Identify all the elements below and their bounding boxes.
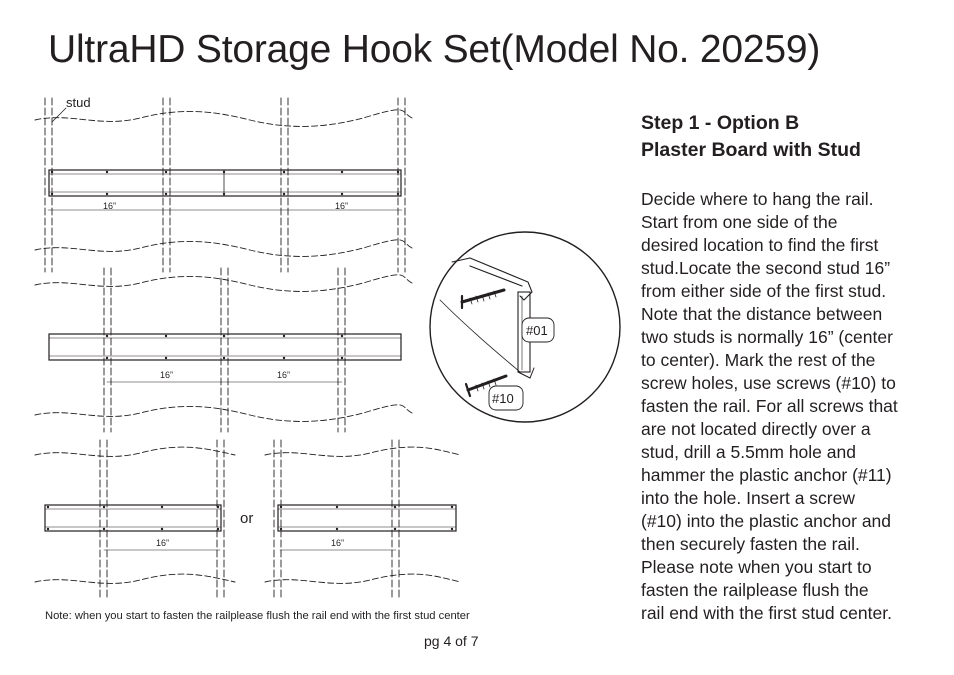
footnote: Note: when you start to fasten the railplease flush the rail end with the first stud center <box>45 610 470 622</box>
instruction-line: Please note when you start to <box>641 557 872 577</box>
stud <box>45 98 405 272</box>
instruction-line: to center). Mark the rest of the <box>641 350 876 370</box>
page-number: pg 4 of 7 <box>424 633 479 649</box>
instruction-line: desired location to find the first <box>641 235 879 255</box>
wall-edge-top <box>35 110 412 127</box>
screw-holes <box>51 171 399 195</box>
stud-label: stud <box>66 95 91 110</box>
instruction-line: fasten the railplease flush the <box>641 580 869 600</box>
detail-callout <box>430 232 620 422</box>
step-heading-line: Plaster Board with Stud <box>641 139 861 161</box>
instruction-line: into the hole. Insert a screw <box>641 488 855 508</box>
panel-bottom-left <box>35 440 235 600</box>
panel-bottom-right <box>265 440 460 600</box>
step-instructions <box>641 188 941 625</box>
stud-pointer <box>52 108 66 122</box>
instruction-line: Decide where to hang the rail. <box>641 189 874 209</box>
wall-edge-bottom <box>35 405 412 422</box>
screw-icon <box>462 290 504 308</box>
instruction-line: fasten the rail. For all screws that <box>641 396 898 416</box>
instruction-line: then securely fasten the rail. <box>641 534 860 554</box>
dimension-label: 16” <box>160 370 174 380</box>
instruction-line: (#10) into the plastic anchor and <box>641 511 892 531</box>
part-label-rail: #01 <box>526 323 548 338</box>
dimension-label: 16” <box>331 538 345 548</box>
instruction-line: stud, drill a 5.5mm hole and <box>641 442 856 462</box>
instruction-line: two studs is normally 16” (center <box>641 327 893 347</box>
instruction-line: hammer the plastic anchor (#11) <box>641 465 892 485</box>
or-label: or <box>240 510 254 527</box>
stud <box>274 440 399 600</box>
page-title: UltraHD Storage Hook Set(Model No. 20259) <box>48 28 821 71</box>
dimension-label: 16” <box>156 538 170 548</box>
screw-holes <box>106 335 343 359</box>
instruction-line: stud.Locate the second stud 16” <box>641 258 891 278</box>
wall-edge-top <box>35 275 412 292</box>
instruction-line: are not located directly over a <box>641 419 871 439</box>
dimension-label: 16” <box>277 370 291 380</box>
part-label-screw: #10 <box>492 391 514 406</box>
dimension-label: 16” <box>103 201 117 211</box>
panel-top <box>35 98 412 272</box>
instruction-line: screw holes, use screws (#10) to <box>641 373 896 393</box>
rail-profile <box>470 258 532 300</box>
instruction-line: Note that the distance between <box>641 304 883 324</box>
step-heading-line: Step 1 - Option B <box>641 112 800 134</box>
dimension-label: 16” <box>335 201 349 211</box>
instruction-line: rail end with the first stud center. <box>641 603 892 623</box>
instruction-line: from either side of the first stud. <box>641 281 887 301</box>
stud <box>104 268 345 432</box>
wall-edge-bottom <box>35 240 412 257</box>
step-heading <box>641 110 861 164</box>
instruction-line: Start from one side of the <box>641 212 838 232</box>
panel-middle <box>35 268 412 432</box>
